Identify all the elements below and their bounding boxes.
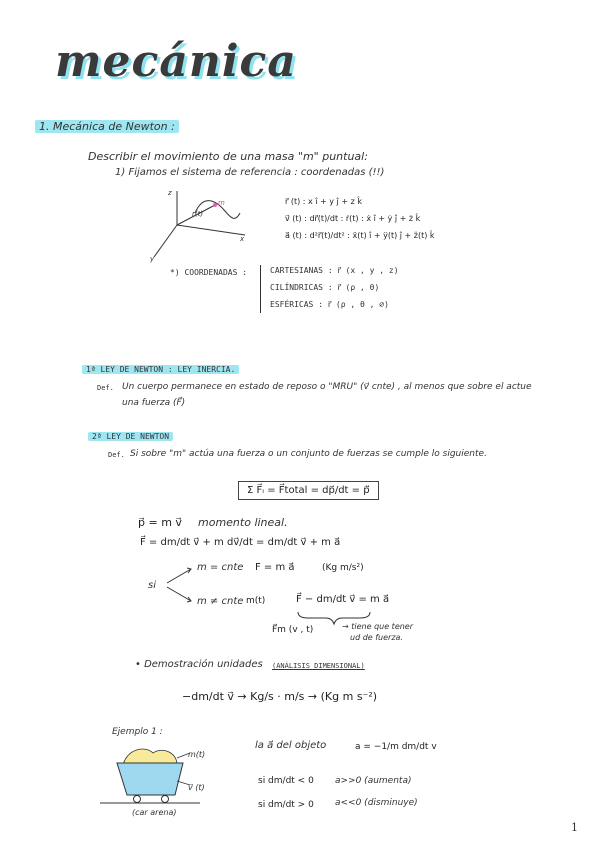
case1-condition: m = cnte — [197, 562, 244, 573]
coord-name: CARTESIANAS — [270, 266, 323, 275]
boxed-equation: Σ F⃗ᵢ = F⃗total = dp⃗/dt = ṗ⃗ — [238, 481, 379, 500]
coord-item — [270, 300, 399, 317]
law2-heading-text: 2ª LEY DE NEWTON — [88, 432, 173, 441]
coord-name: CILÍNDRICAS — [270, 283, 323, 292]
condition1: si dm/dt < 0 — [258, 776, 314, 786]
law1-heading — [82, 365, 239, 374]
x-axis — [154, 225, 177, 257]
step1-text: 1) Fijamos el sistema de referencia : coordenadas (!!) — [115, 167, 385, 178]
si-label: si — [148, 580, 156, 591]
case2-variable: m(t) — [246, 596, 266, 606]
axis-x-label: y — [150, 255, 155, 263]
coord-label: *) COORDENADAS : — [170, 268, 248, 277]
section-heading-text: 1. Mecánica de Newton : — [35, 120, 179, 133]
coord-value: : r⃗ (x , y , z) — [327, 266, 399, 275]
coord-value: : r⃗ (ρ , θ) — [327, 283, 380, 292]
momentum-label: momento lineal. — [198, 516, 288, 529]
coord-name: ESFÉRICAS — [270, 300, 314, 309]
r-label: r(t) — [192, 210, 204, 218]
velocity-t-label: v⃗ (t) — [188, 783, 205, 792]
cart-body — [117, 763, 183, 795]
coordinate-diagram — [140, 185, 260, 265]
coord-item — [270, 266, 399, 283]
mass-point — [213, 203, 217, 207]
axis-y-label: x — [240, 235, 245, 243]
axis-z-label: z — [168, 189, 172, 197]
case2-condition: m ≠ cnte — [197, 596, 244, 607]
law1-def-text: Un cuerpo permanece en estado de reposo o "MRU" (v⃗ cnte) , al menos que sobre el actue — [122, 382, 532, 392]
mass-label: m — [218, 199, 225, 207]
coord-divider — [260, 265, 261, 313]
case1-equation: F = m a⃗ — [255, 562, 295, 573]
condition2: si dm/dt > 0 — [258, 800, 314, 810]
momentum-eq: p⃗ = m v⃗ — [138, 516, 182, 529]
eq-velocity: v⃗ (t) : dr⃗(t)/dt : ṙ(t) : ẋ î + ẏ ĵ + ż k̂ — [285, 214, 421, 223]
eq-acceleration: a⃗ (t) : d²r⃗(t)/dt² : ẍ(t) î + ÿ(t) ĵ + z̈(t) k̂ — [285, 231, 435, 240]
page-title: mecánica — [55, 36, 297, 87]
acceleration-label: la a⃗ del objeto — [255, 740, 327, 751]
coord-list — [270, 266, 399, 317]
section-heading — [35, 120, 179, 133]
y-axis — [177, 225, 245, 235]
cart-caption: (car arena) — [132, 808, 177, 817]
intro-text: Describir el movimiento de una masa "m" puntual: — [88, 150, 368, 163]
coord-item — [270, 283, 399, 300]
cart-wheel — [134, 796, 141, 803]
acceleration-equation: a = −1/m dm/dt v — [355, 742, 437, 752]
law2-def-text: Si sobre "m" actúa una fuerza o un conjunto de fuerzas se cumple lo siguiente. — [130, 449, 487, 459]
mass-t-label: m(t) — [188, 750, 206, 759]
law1-def-label: Def. — [97, 384, 114, 392]
result2: a<<0 (disminuye) — [335, 798, 418, 808]
units-equation: −dm/dt v⃗ → Kg/s · m/s → (Kg m s⁻²) — [182, 690, 378, 703]
force-eq: F⃗ = dm/dt v⃗ + m dv⃗/dt = dm/dt v⃗ + m a⃗ — [140, 537, 341, 548]
units-heading: • Demostración unidades — [135, 659, 263, 670]
fm-note-line1: → tiene que tener — [342, 622, 414, 631]
law1-def-text2: una fuerza (F⃗) — [122, 398, 186, 408]
case-arrows — [165, 565, 195, 605]
cart-wheel — [162, 796, 169, 803]
law2-heading — [88, 432, 173, 441]
example-heading: Ejemplo 1 : — [112, 727, 163, 737]
case2-equation: F⃗ − dm/dt v⃗ = m a⃗ — [296, 594, 390, 605]
fm-label: F⃗m (v , t) — [272, 625, 314, 635]
result1: a>>0 (aumenta) — [335, 776, 412, 786]
units-subheading: (ANÁLISIS DIMENSIONAL) — [272, 662, 365, 670]
fm-note-line2: ud de fuerza. — [350, 633, 403, 642]
case1-units: (Kg m/s²) — [322, 563, 364, 573]
page-number: 1 — [571, 821, 578, 834]
eq-position: r⃗ (t) : x î + y ĵ + z k̂ — [285, 197, 362, 206]
law2-def-label: Def. — [108, 451, 125, 459]
law1-heading-text: 1ª LEY DE NEWTON : LEY INERCIA. — [82, 365, 239, 374]
coord-value: : r⃗ (ρ , θ , ∅) — [318, 300, 389, 309]
